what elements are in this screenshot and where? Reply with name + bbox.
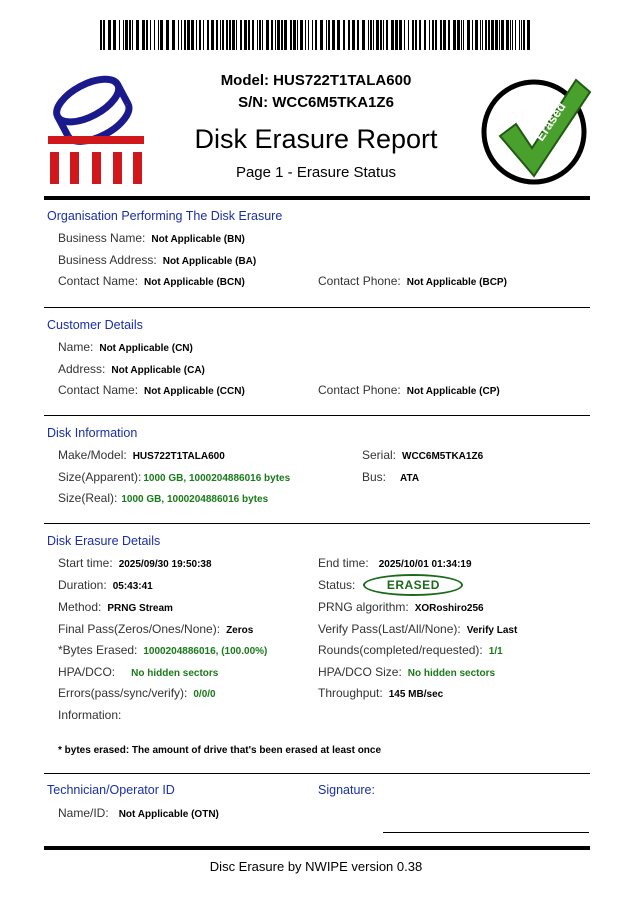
- business-contact-phone-label: Contact Phone:: [318, 274, 401, 288]
- make-model-label: Make/Model:: [58, 448, 127, 462]
- customer-name-value: Not Applicable (CN): [99, 343, 193, 354]
- size-real-value: 1000 GB, 1000204886016 bytes: [121, 494, 269, 505]
- operator-name-row: [58, 806, 219, 820]
- end-time-value: 2025/10/01 01:34:19: [378, 559, 472, 570]
- business-contact-phone-value: Not Applicable (BCP): [406, 277, 507, 288]
- rounds-row: [318, 643, 503, 657]
- throughput-value: 145 MB/sec: [388, 689, 444, 700]
- hpa-dco-value: No hidden sectors: [131, 668, 219, 679]
- size-apparent-row: [58, 470, 290, 484]
- business-name-value: Not Applicable (BN): [151, 234, 245, 245]
- start-time-label: Start time:: [58, 556, 113, 570]
- report-title: Disk Erasure Report: [194, 124, 438, 154]
- business-contact-name-value: Not Applicable (BCN): [144, 277, 245, 288]
- prng-row: [318, 600, 484, 614]
- duration-value: 05:43:41: [112, 581, 153, 592]
- erased-check-seal: [478, 70, 596, 188]
- section-divider: [44, 415, 590, 416]
- size-real-row: [58, 491, 268, 505]
- barcode: [100, 20, 532, 50]
- bus-row: [362, 470, 419, 484]
- size-apparent-value: 1000 GB, 1000204886016 bytes: [143, 473, 291, 484]
- hpa-dco-label: HPA/DCO:: [58, 665, 116, 679]
- footer-divider: [44, 846, 590, 850]
- erased-status-badge: ERASED: [363, 574, 463, 596]
- bytes-erased-footnote: * bytes erased: The amount of drive that's been erased at least once: [58, 745, 382, 756]
- erased-seal-text: Erased: [532, 99, 569, 144]
- business-address-row: [58, 253, 256, 267]
- final-pass-row: [58, 622, 253, 636]
- operator-name-label: Name/ID:: [58, 806, 109, 820]
- verify-pass-row: [318, 622, 517, 636]
- rounds-value: 1/1: [488, 646, 503, 657]
- bus-label: Bus:: [362, 470, 387, 484]
- model-heading: Model: HUS722T1TALA600: [220, 72, 412, 89]
- method-value: PRNG Stream: [107, 603, 173, 614]
- prng-label: PRNG algorithm:: [318, 600, 409, 614]
- section-divider: [44, 307, 590, 308]
- disk-serial-value: WCC6M5TKA1Z6: [402, 451, 484, 462]
- customer-address-label: Address:: [58, 362, 106, 376]
- business-address-label: Business Address:: [58, 253, 157, 267]
- customer-contact-name-row: [58, 383, 245, 397]
- customer-name-label: Name:: [58, 340, 94, 354]
- serial-heading: S/N: WCC6M5TKA1Z6: [238, 94, 394, 111]
- duration-label: Duration:: [58, 578, 107, 592]
- prng-value: XORoshiro256: [414, 603, 484, 614]
- size-apparent-label: Size(Apparent):: [58, 470, 142, 484]
- business-contact-phone-row: [318, 274, 507, 288]
- hpa-dco-row: [58, 665, 218, 679]
- final-pass-label: Final Pass(Zeros/Ones/None):: [58, 622, 221, 636]
- signature-line: [383, 832, 589, 833]
- customer-contact-phone-label: Contact Phone:: [318, 383, 401, 397]
- bytes-erased-value: 1000204886016, (100.00%): [143, 646, 268, 657]
- customer-contact-name-value: Not Applicable (CCN): [144, 386, 245, 397]
- report-subtitle: Page 1 - Erasure Status: [235, 164, 397, 181]
- bytes-erased-label: *Bytes Erased:: [58, 643, 138, 657]
- bus-value: ATA: [400, 473, 420, 484]
- business-name-label: Business Name:: [58, 231, 146, 245]
- hpa-dco-size-label: HPA/DCO Size:: [318, 665, 402, 679]
- errors-value: 0/0/0: [193, 689, 216, 700]
- hpa-dco-size-row: [318, 665, 495, 679]
- organisation-section-title: Organisation Performing The Disk Erasure: [47, 209, 283, 223]
- make-model-row: [58, 448, 225, 462]
- errors-label: Errors(pass/sync/verify):: [58, 686, 188, 700]
- bytes-erased-row: [58, 643, 267, 657]
- status-row: [318, 574, 463, 596]
- make-model-value: HUS722T1TALA600: [132, 451, 225, 462]
- customer-contact-phone-row: [318, 383, 500, 397]
- end-time-row: [318, 556, 472, 570]
- nwipe-logo: [48, 72, 144, 186]
- signature-label: Signature:: [318, 783, 375, 797]
- footer-text: Disc Erasure by NWIPE version 0.38: [209, 859, 423, 874]
- verify-pass-label: Verify Pass(Last/All/None):: [318, 622, 461, 636]
- business-name-row: [58, 231, 245, 245]
- size-real-label: Size(Real):: [58, 491, 118, 505]
- duration-row: [58, 578, 153, 592]
- throughput-row: [318, 686, 443, 700]
- section-divider: [44, 773, 590, 774]
- start-time-row: [58, 556, 212, 570]
- customer-address-value: Not Applicable (CA): [111, 365, 205, 376]
- information-label: Information:: [58, 708, 122, 722]
- information-row: [58, 708, 121, 722]
- disk-info-section-title: Disk Information: [47, 426, 138, 440]
- end-time-label: End time:: [318, 556, 369, 570]
- customer-section-title: Customer Details: [47, 318, 143, 332]
- errors-row: [58, 686, 216, 700]
- hpa-dco-size-value: No hidden sectors: [407, 668, 496, 679]
- business-contact-name-row: [58, 274, 245, 288]
- final-pass-value: Zeros: [226, 625, 254, 636]
- method-label: Method:: [58, 600, 102, 614]
- business-contact-name-label: Contact Name:: [58, 274, 139, 288]
- customer-contact-name-label: Contact Name:: [58, 383, 139, 397]
- disk-serial-label: Serial:: [362, 448, 397, 462]
- rounds-label: Rounds(completed/requested):: [318, 643, 483, 657]
- section-divider: [44, 523, 590, 524]
- technician-section-title: Technician/Operator ID: [47, 783, 175, 797]
- start-time-value: 2025/09/30 19:50:38: [118, 559, 212, 570]
- erasure-section-title: Disk Erasure Details: [47, 534, 161, 548]
- disk-serial-row: [362, 448, 483, 462]
- customer-contact-phone-value: Not Applicable (CP): [406, 386, 500, 397]
- customer-address-row: [58, 362, 205, 376]
- method-row: [58, 600, 173, 614]
- status-label: Status:: [318, 578, 356, 592]
- operator-name-value: Not Applicable (OTN): [118, 809, 219, 820]
- verify-pass-value: Verify Last: [466, 625, 518, 636]
- header-divider: [44, 196, 590, 200]
- customer-name-row: [58, 340, 193, 354]
- throughput-label: Throughput:: [318, 686, 383, 700]
- business-address-value: Not Applicable (BA): [162, 256, 257, 267]
